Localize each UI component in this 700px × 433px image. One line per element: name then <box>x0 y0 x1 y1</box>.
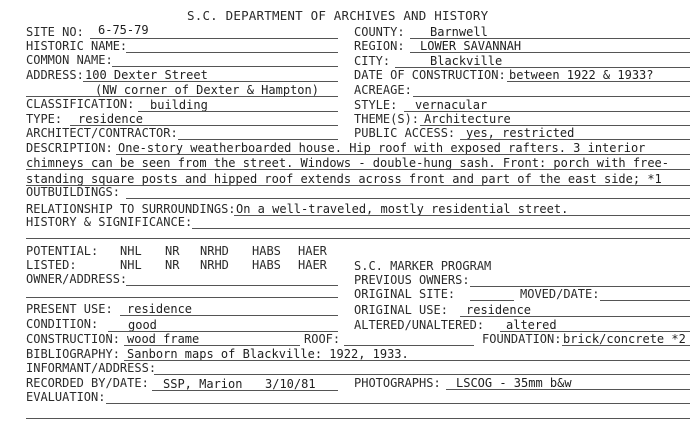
address-label: ADDRESS: <box>26 68 84 82</box>
potential-nhl: NHL <box>120 244 142 258</box>
potential-nrhd: NRHD <box>200 244 229 258</box>
form-header: S.C. DEPARTMENT OF ARCHIVES AND HISTORY <box>187 8 489 23</box>
potential-nr: NR <box>165 244 180 258</box>
style-label: STYLE: <box>354 98 398 112</box>
site-no-value: 6-75-79 <box>98 23 149 37</box>
style-value: vernacular <box>415 98 488 112</box>
photographs-value: LSCOG - 35mm b&w <box>456 376 572 390</box>
theme-value: Architecture <box>424 112 511 126</box>
potential-label: POTENTIAL: <box>26 244 99 258</box>
acreage-label: ACREAGE: <box>354 83 412 97</box>
foundation-value: brick/concrete *2 <box>563 332 686 346</box>
address-value: 100 Dexter Street <box>85 68 208 82</box>
history-line <box>192 228 690 229</box>
site-no-label: SITE NO: <box>26 25 84 39</box>
relationship-value: On a well-traveled, mostly residential street. <box>236 202 569 216</box>
listed-nr: NR <box>165 258 180 272</box>
present-use-label: PRESENT USE: <box>26 302 113 316</box>
access-value: yes, restricted <box>466 126 575 140</box>
outbuildings-label: OUTBUILDINGS: <box>26 185 120 199</box>
recorded-date-value: 3/10/81 <box>265 377 316 391</box>
listed-nhl: NHL <box>120 258 142 272</box>
original-site-label: ORIGINAL SITE: <box>354 287 456 301</box>
original-site-line <box>470 300 514 301</box>
classification-label: CLASSIFICATION: <box>26 97 135 111</box>
potential-haer: HAER <box>298 244 327 258</box>
history-rule2 <box>26 238 690 239</box>
type-label: TYPE: <box>26 112 63 126</box>
relationship-line <box>234 215 690 216</box>
architect-line <box>178 139 338 140</box>
owner-label: OWNER/ADDRESS: <box>26 272 128 286</box>
altered-label: ALTERED/UNALTERED: <box>354 318 485 332</box>
common-name-line <box>112 66 338 67</box>
owner-rule2 <box>26 297 338 298</box>
address-line <box>83 81 338 82</box>
original-use-value: residence <box>466 303 532 317</box>
recorded-line <box>152 390 338 391</box>
historic-name-line <box>126 52 338 53</box>
description-line3: standing square posts and hipped roof extends across front and part of the east side; *1 <box>26 172 662 186</box>
description-rule2 <box>26 169 690 170</box>
history-label: HISTORY & SIGNIFICANCE: <box>26 215 193 229</box>
county-label: COUNTY: <box>354 25 405 39</box>
city-value: Blackville <box>430 54 503 68</box>
access-label: PUBLIC ACCESS: <box>354 126 456 140</box>
region-label: REGION: <box>354 39 405 53</box>
classification-line <box>138 111 338 112</box>
roof-line <box>344 345 474 346</box>
outbuildings-line <box>126 198 690 199</box>
foundation-line <box>562 345 690 346</box>
previous-owners-label: PREVIOUS OWNERS: <box>354 273 470 287</box>
description-line2: chimneys can be seen from the street. Windows - double-hung sash. Front: porch with free- <box>26 156 669 170</box>
historic-name-label: HISTORIC NAME: <box>26 39 128 53</box>
site-no-line <box>90 38 338 39</box>
photographs-label: PHOTOGRAPHS: <box>354 376 441 390</box>
construction-label: CONSTRUCTION: <box>26 332 120 346</box>
marker-program: S.C. MARKER PROGRAM <box>354 259 492 273</box>
relationship-label: RELATIONSHIP TO SURROUNDINGS: <box>26 202 236 216</box>
classification-value: building <box>150 98 208 112</box>
moved-line <box>600 300 690 301</box>
owner-line <box>126 285 338 286</box>
type-value: residence <box>78 112 144 126</box>
county-value: Barnwell <box>430 25 488 39</box>
recorded-label: RECORDED BY/DATE: <box>26 376 149 390</box>
construction-line <box>124 345 300 346</box>
description-line1: One-story weatherboarded house. Hip roof with exposed rafters. 3 interior <box>118 141 646 155</box>
original-use-label: ORIGINAL USE: <box>354 303 448 317</box>
moved-label: MOVED/DATE: <box>520 287 600 301</box>
present-use-value: residence <box>127 302 193 316</box>
theme-label: THEME(S): <box>354 112 420 126</box>
region-line <box>410 52 690 53</box>
bibliography-value: Sanborn maps of Blackville: 1922, 1933. <box>127 347 409 361</box>
bibliography-line <box>124 360 690 361</box>
bibliography-label: BIBLIOGRAPHY: <box>26 347 120 361</box>
description-rule1 <box>116 154 690 155</box>
condition-label: CONDITION: <box>26 317 99 331</box>
informant-line <box>154 374 690 375</box>
photographs-line <box>446 389 690 390</box>
description-label: DESCRIPTION: <box>26 141 113 155</box>
original-use-line <box>460 316 690 317</box>
architect-label: ARCHITECT/CONTRACTOR: <box>26 126 178 140</box>
date-value: between 1922 & 1933? <box>509 68 654 82</box>
listed-haer: HAER <box>298 258 327 272</box>
potential-habs: HABS <box>252 244 281 258</box>
acreage-line <box>413 96 690 97</box>
construction-value: wood frame <box>127 332 200 346</box>
address-line2: (NW corner of Dexter & Hampton) <box>95 83 319 97</box>
listed-nrhd: NRHD <box>200 258 229 272</box>
roof-label: ROOF: <box>304 332 341 346</box>
region-value: LOWER SAVANNAH <box>420 39 522 53</box>
description-rule3 <box>26 185 690 186</box>
evaluation-rule2 <box>26 418 690 419</box>
foundation-label: FOUNDATION: <box>482 332 562 346</box>
present-use-line <box>120 315 338 316</box>
city-label: CITY: <box>354 54 391 68</box>
access-line <box>460 139 690 140</box>
evaluation-line <box>106 403 690 404</box>
altered-value: altered <box>506 318 557 332</box>
date-line <box>507 81 690 82</box>
listed-label: LISTED: <box>26 258 77 272</box>
condition-value: good <box>128 318 157 332</box>
informant-label: INFORMANT/ADDRESS: <box>26 361 157 375</box>
listed-habs: HABS <box>252 258 281 272</box>
date-label: DATE OF CONSTRUCTION: <box>354 68 506 82</box>
recorded-by-value: SSP, Marion <box>163 377 243 391</box>
evaluation-label: EVALUATION: <box>26 390 106 404</box>
common-name-label: COMMON NAME: <box>26 53 113 67</box>
